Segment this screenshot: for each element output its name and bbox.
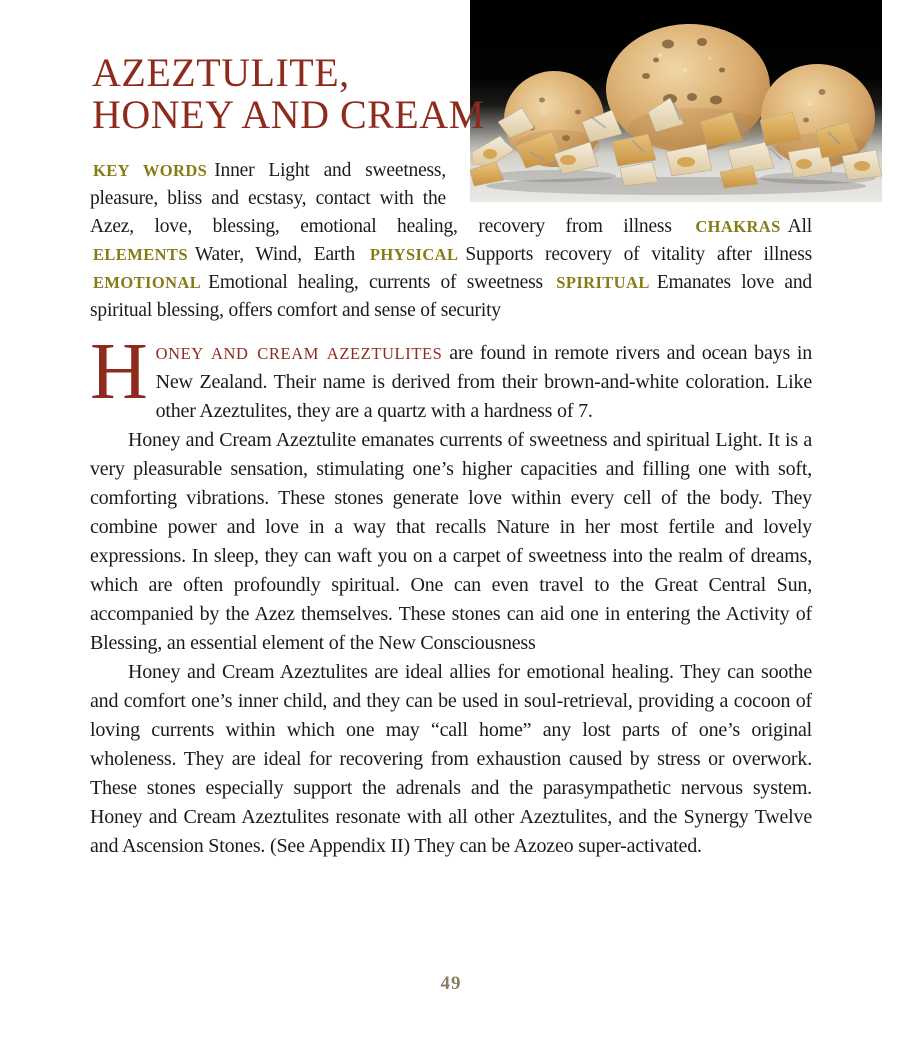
paragraph: Honey and Cream Azeztulites are ideal allies for emotional healing. They can soothe and comfort one’s inner child, and they can be used in soul-retrieval, providing a cocoon of loving currents within which one may “call home” any lost parts of one’s original wholeness. They are ideal for recovering from exhaustion caused by stress or overwork. These stones especially support the adrenals and the parasympathetic nervous system. Honey and Cream Azeztulites resonate with all other Azeztulites, and the Synergy Twelve and Ascension Stones. (See Appendix II) They can be Azozeo super-activated. xyxy=(90,661,812,857)
text-column xyxy=(90,52,812,861)
keywords-block xyxy=(90,157,812,325)
keyword-value: Supports recovery of vitality after illness xyxy=(465,244,812,265)
keyword-value: Emanates love and spiritual blessing, offers comfort and sense of security xyxy=(90,272,812,321)
keyword-value: All xyxy=(787,216,812,237)
keyword-label: ELEMENTS xyxy=(93,245,188,264)
body-paragraphs xyxy=(90,328,812,861)
page-number: 49 xyxy=(440,973,462,994)
lead-paragraph xyxy=(90,328,812,426)
title-line-1: AZEZTULITE, xyxy=(92,50,350,95)
keyword-label: SPIRITUAL xyxy=(556,273,650,292)
paragraph: Honey and Cream Azeztulite emanates currents of sweetness and spiritual Light. It is a very pleasurable sensation, stimulating one’s higher capacities and filling one with soft, comforting vibrations. These stones generate love within every cell of the body. They combine power and love in a way that recalls Nature in her most fertile and lovely expressions. In sleep, they can waft you on a carpet of sweetness into the realm of dreams, which are often profoundly spiritual. One can even travel to the Great Central Sun, accompanied by the Azez themselves. These stones can aid one in entering the Activity of Blessing, an essential element of the New Consciousness xyxy=(90,429,812,654)
keyword-label: KEY WORDS xyxy=(93,161,208,180)
photo-wrap-spacer xyxy=(446,157,812,213)
keyword-value: Emotional healing, currents of sweetness xyxy=(208,272,543,293)
lead-rest: are found in remote rivers and ocean bays in New Zealand. Their name is derived from their brown-and-white coloration. Like other Azeztulites, they are a quartz with a hardness of 7. xyxy=(155,342,812,422)
keyword-value: Inner Light and sweetness, pleasure, bliss and ecstasy, contact with the Azez, love, blessing, emotional healing, recovery from illness xyxy=(90,160,672,237)
keyword-value: Water, Wind, Earth xyxy=(194,244,355,265)
keyword-label: CHAKRAS xyxy=(695,217,781,236)
lead-smallcaps: ONEY AND CREAM AZEZTULITES xyxy=(155,344,443,363)
title-line-2: HONEY AND CREAM xyxy=(92,92,485,137)
dropcap: H xyxy=(90,328,148,416)
keyword-label: EMOTIONAL xyxy=(93,273,202,292)
page-title xyxy=(92,52,812,136)
keyword-label: PHYSICAL xyxy=(369,245,459,264)
